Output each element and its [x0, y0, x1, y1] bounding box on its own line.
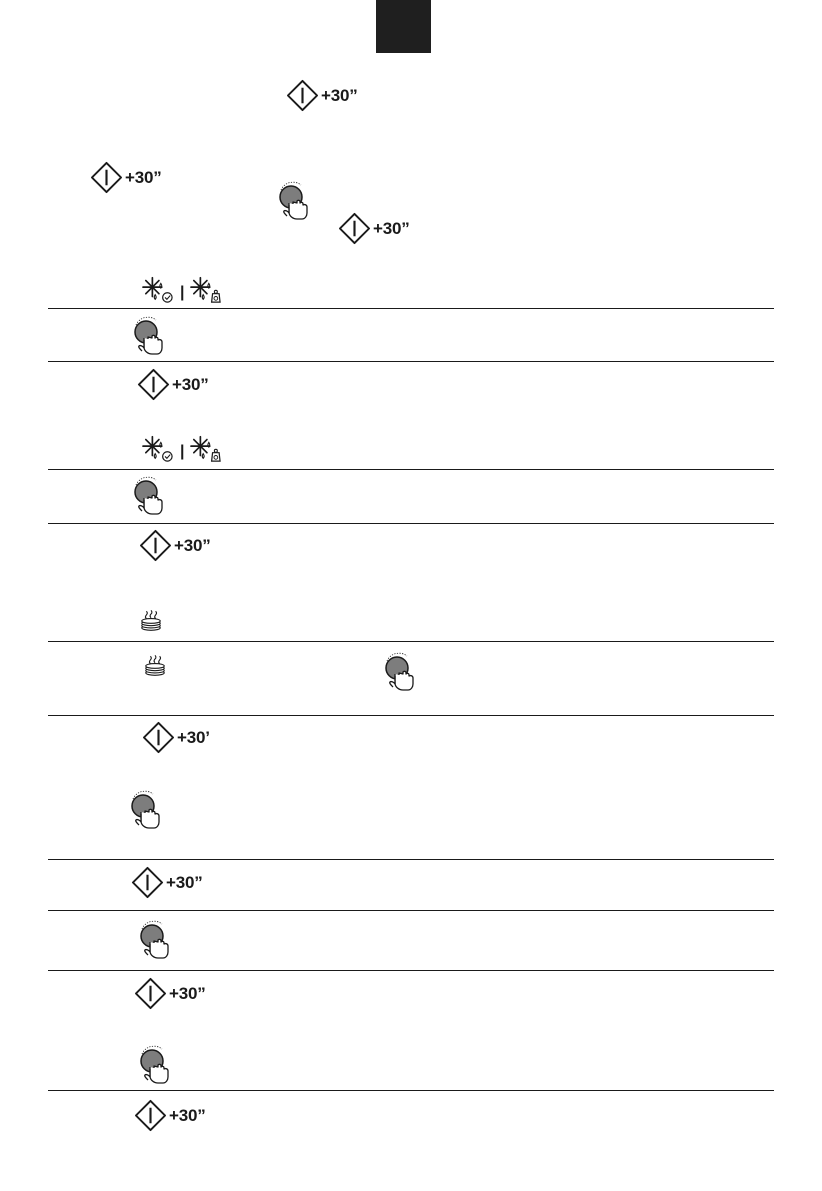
- start-button-icon-5: [139, 529, 211, 562]
- start-icon: [134, 1099, 167, 1132]
- start-icon: [131, 866, 164, 899]
- dial-knob-icon: [276, 181, 310, 221]
- start-button-icon-4: [137, 368, 209, 401]
- start-label: +30”: [373, 219, 410, 238]
- defrost-by-weight-icon: [187, 274, 225, 304]
- start-label: +30”: [174, 536, 211, 555]
- start-button-icon-7: [131, 866, 203, 899]
- start-icon: [134, 977, 167, 1010]
- start-icon: [286, 79, 319, 112]
- start-button-icon-1: [286, 79, 358, 112]
- defrost-separator: |: [180, 443, 185, 460]
- start-label: +30”: [169, 1106, 206, 1125]
- keep-warm-icon: [139, 609, 163, 632]
- dial-knob-icon: [382, 652, 416, 692]
- divider: [48, 469, 774, 470]
- keep-warm-icon: [143, 654, 167, 677]
- start-button-icon-2: [90, 161, 162, 194]
- start-button-icon-6: [142, 721, 210, 754]
- page-tab: [376, 0, 431, 53]
- start-label: +30”: [321, 86, 358, 105]
- start-icon: [137, 368, 170, 401]
- defrost-by-time-icon: [139, 274, 177, 304]
- divider: [48, 1090, 774, 1091]
- divider: [48, 910, 774, 911]
- defrost-icons: [139, 433, 225, 463]
- divider: [48, 523, 774, 524]
- start-button-icon-9: [134, 1099, 206, 1132]
- start-icon: [338, 212, 371, 245]
- divider: [48, 361, 774, 362]
- divider: [48, 308, 774, 309]
- dial-knob-icon: [131, 476, 165, 516]
- divider: [48, 641, 774, 642]
- divider: [48, 715, 774, 716]
- start-label: +30”: [169, 984, 206, 1003]
- defrost-separator: |: [180, 284, 185, 301]
- dial-knob-icon: [137, 920, 171, 960]
- start-label: +30”: [125, 168, 162, 187]
- divider: [48, 859, 774, 860]
- defrost-by-weight-icon: [187, 433, 225, 463]
- start-icon: [142, 721, 175, 754]
- dial-knob-icon: [137, 1045, 171, 1085]
- start-button-icon-8: [134, 977, 206, 1010]
- dial-knob-icon: [128, 790, 162, 830]
- start-icon: [139, 529, 172, 562]
- defrost-icons: [139, 274, 225, 304]
- start-label: +30”: [172, 375, 209, 394]
- divider: [48, 970, 774, 971]
- start-label: +30’: [177, 728, 210, 747]
- dial-knob-icon: [131, 316, 165, 356]
- start-icon: [90, 161, 123, 194]
- start-button-icon-3: [338, 212, 410, 245]
- start-label: +30”: [166, 873, 203, 892]
- defrost-by-time-icon: [139, 433, 177, 463]
